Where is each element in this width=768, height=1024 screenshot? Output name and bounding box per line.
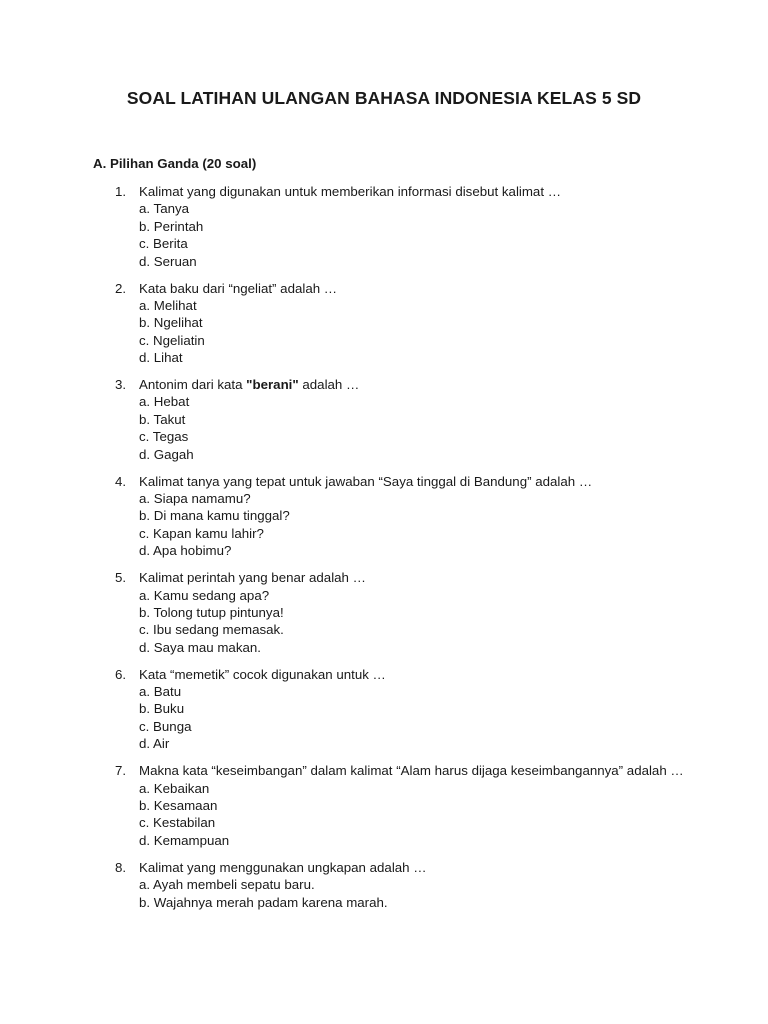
answer-option: c. Berita xyxy=(139,236,188,252)
question-number: 7. xyxy=(115,763,127,779)
answer-option: b. Tolong tutup pintunya! xyxy=(139,604,284,620)
question-item xyxy=(0,859,768,911)
question-number: 1. xyxy=(115,184,127,199)
question-number: 3. xyxy=(115,377,127,393)
answer-option: a. Hebat xyxy=(139,394,190,410)
question-text xyxy=(139,183,768,200)
answer-option: b. Takut xyxy=(139,411,186,427)
question-text xyxy=(139,569,768,586)
option-list xyxy=(139,780,768,850)
answer-option: d. Air xyxy=(139,736,170,752)
answer-option: c. Ibu sedang memasak. xyxy=(139,622,284,638)
answer-option: c. Tegas xyxy=(139,429,189,445)
question-text-part: Makna kata “keseimbangan” dalam kalimat “Alam harus dijaga keseimbangannya” adalah … xyxy=(139,763,684,779)
answer-option: a. Kebaikan xyxy=(139,780,210,796)
option-list xyxy=(139,876,768,911)
answer-option: b. Ngelihat xyxy=(139,315,203,331)
answer-option: a. Tanya xyxy=(139,201,190,217)
question-item xyxy=(0,666,768,753)
question-text-part: Kalimat perintah yang benar adalah … xyxy=(139,570,366,586)
option-list xyxy=(139,683,768,753)
answer-option: d. Kemampuan xyxy=(139,832,230,848)
question-number: 2. xyxy=(115,280,127,296)
question-item xyxy=(0,473,768,560)
option-list xyxy=(139,200,768,270)
question-text xyxy=(139,376,768,393)
question-item xyxy=(0,762,768,849)
answer-option: a. Melihat xyxy=(139,297,197,313)
section-heading: A. Pilihan Ganda (20 soal) xyxy=(93,156,257,171)
answer-option: b. Kesamaan xyxy=(139,798,218,813)
answer-option: c. Kapan kamu lahir? xyxy=(139,525,264,541)
answer-option: a. Siapa namamu? xyxy=(139,491,251,506)
question-number: 5. xyxy=(115,570,127,586)
answer-option: b. Perintah xyxy=(139,218,204,234)
answer-option: b. Wajahnya merah padam karena marah. xyxy=(139,894,388,910)
question-text xyxy=(139,762,768,779)
answer-option: d. Saya mau makan. xyxy=(139,639,261,655)
question-item xyxy=(0,376,768,463)
answer-option: c. Bunga xyxy=(139,718,192,734)
answer-option: a. Ayah membeli sepatu baru. xyxy=(139,877,315,893)
answer-option: b. Di mana kamu tinggal? xyxy=(139,508,290,524)
answer-option: c. Ngeliatin xyxy=(139,332,205,348)
question-text-part: Kata baku dari “ngeliat” adalah … xyxy=(139,280,338,296)
question-text-part: adalah … xyxy=(298,377,360,393)
question-text xyxy=(139,280,768,297)
question-text-part: Kalimat tanya yang tepat untuk jawaban “Saya tinggal di Bandung” adalah … xyxy=(139,473,593,489)
question-text-part: Kalimat yang menggunakan ungkapan adalah … xyxy=(139,859,427,875)
answer-option: d. Gagah xyxy=(139,446,194,462)
option-list xyxy=(139,297,768,367)
answer-option: a. Batu xyxy=(139,684,182,700)
question-text-bold: "berani" xyxy=(246,377,299,393)
option-list xyxy=(139,393,768,463)
answer-option: b. Buku xyxy=(139,701,185,717)
option-list xyxy=(139,490,768,560)
question-item xyxy=(0,569,768,656)
question-text xyxy=(139,666,768,683)
question-text xyxy=(139,859,768,876)
question-item xyxy=(0,183,768,270)
document-title: SOAL LATIHAN ULANGAN BAHASA INDONESIA KELAS 5 SD xyxy=(126,88,642,108)
answer-option: d. Lihat xyxy=(139,350,183,366)
answer-option: c. Kestabilan xyxy=(139,815,216,831)
answer-option: d. Apa hobimu? xyxy=(139,543,232,559)
question-list xyxy=(0,183,768,920)
option-list xyxy=(139,587,768,657)
question-text-part: Kata “memetik” cocok digunakan untuk … xyxy=(139,666,386,682)
question-text-part: Kalimat yang digunakan untuk memberikan informasi disebut kalimat … xyxy=(139,184,562,199)
question-text-part: Antonim dari kata xyxy=(139,377,247,393)
question-text xyxy=(139,473,768,490)
question-item xyxy=(0,280,768,367)
answer-option: d. Seruan xyxy=(139,253,197,269)
question-number: 4. xyxy=(115,473,127,489)
answer-option: a. Kamu sedang apa? xyxy=(139,587,270,603)
question-number: 8. xyxy=(115,859,127,875)
question-number: 6. xyxy=(115,666,127,682)
